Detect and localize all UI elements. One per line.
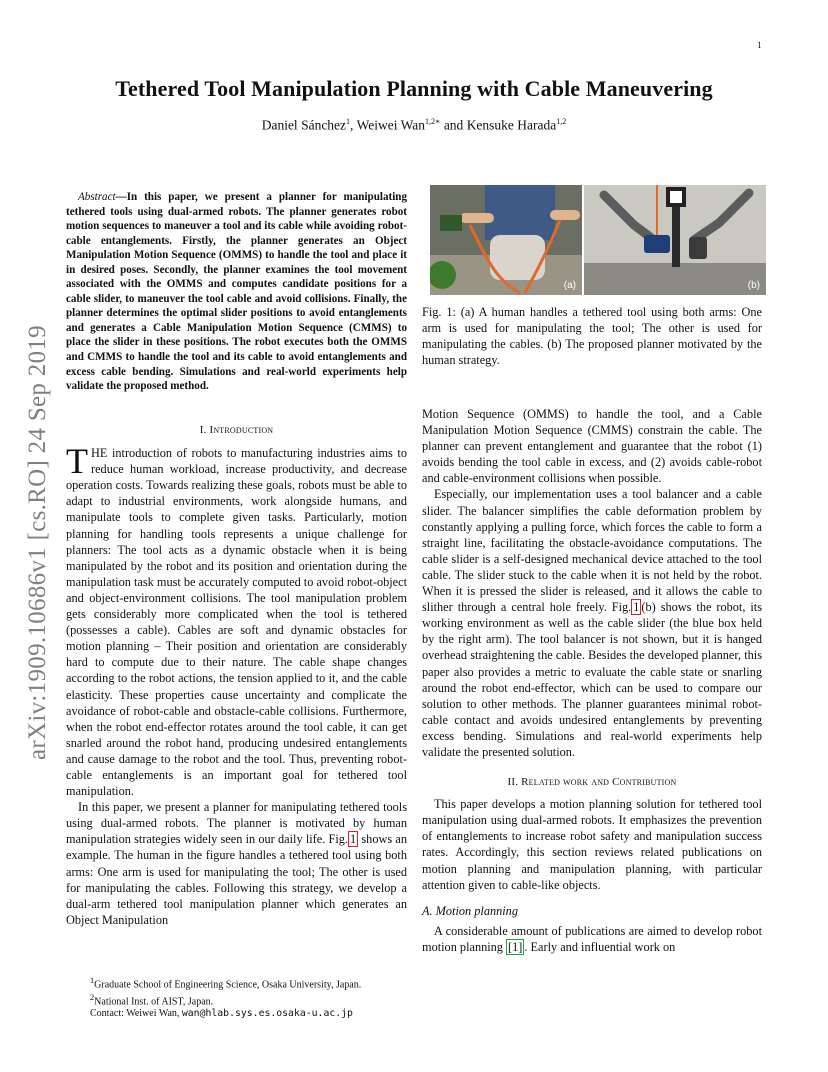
figure-label-a: (a) bbox=[563, 280, 576, 291]
author-list bbox=[0, 117, 828, 134]
arxiv-stamp: arXiv:1909.10686v1 [cs.RO] 24 Sep 2019 bbox=[24, 325, 51, 760]
footnotes bbox=[90, 975, 420, 1021]
figure-caption: Fig. 1: (a) A human handles a tethered tool using both arms: One arm is used for manipulating the tool; The other is used for manipulating the cables. (b) The proposed planner motivated by the human strategy. bbox=[422, 305, 762, 368]
paragraph-text: (b) shows the robot, its working environment as well as the cable slider (the blue box held by the right arm). The tool balancer is not shown, but it is hanged overhead straightening the cable. Besides the developed planner, this paper also provides a metric to evaluate the cable state or snarling around the robot end-effector, which can be used to compare our solution to other methods. The planner guarantees minimal robot-cable contact and avoids undesired entanglements by preventing excess bending. Simulations and real-world experiments help validate the presented solution. bbox=[422, 600, 762, 759]
section-title: Related work and Contribution bbox=[521, 776, 677, 789]
paragraph-text: In this paper, we present a planner for manipulating tethered tools using dual-armed robots. The planner is motivated by human manipulation strategies widely seen in our daily life. Fig. bbox=[66, 800, 407, 847]
footnote-mark: 2 bbox=[90, 992, 95, 1002]
drop-cap: T bbox=[66, 441, 88, 482]
affiliation-mark: 1,2∗ bbox=[425, 117, 441, 126]
section-heading bbox=[422, 774, 762, 790]
citation-link[interactable]: [1] bbox=[508, 939, 523, 954]
figure-reference-link[interactable]: 1 bbox=[350, 832, 357, 847]
footnote-contact bbox=[90, 1008, 420, 1020]
introduction-section bbox=[66, 422, 407, 928]
page-number: 1 bbox=[757, 40, 762, 50]
robot-scene-illustration bbox=[584, 185, 766, 295]
affiliation-mark: 1,2 bbox=[556, 117, 567, 126]
robot-photo bbox=[584, 185, 766, 295]
human-tool-photo bbox=[430, 185, 582, 295]
section-title: Introduction bbox=[209, 424, 274, 436]
subsection-heading: A. Motion planning bbox=[422, 903, 518, 918]
right-paragraph-2 bbox=[422, 486, 762, 760]
paragraph-text: shows an example. The human in the figure handles a tethered tool using both arms: One arm is used for manipulating the tool; The other is used for manipulating the cables. Following this strategy, we develop a dual-arm tethered tool manipulation planner which generates an Object Manipulation bbox=[66, 832, 407, 927]
intro-paragraph-1 bbox=[66, 441, 407, 799]
figure-1 bbox=[430, 185, 766, 295]
section-heading bbox=[66, 422, 407, 438]
paragraph-text: HE introduction of robots to manufacturing industries aims to reduce human workload, increase productivity, and decrease operation costs. Towards realizing these goals, robots must be able to adapt to industrial environments, work alongside humans, and manipulate tools to complete given tasks. Particularly, motion planning for handling tools represents a unique challenge for planners: The tool acts as a dynamic obstacle when it is being manipulated by the robot and its position and orientation during the manipulation task must be accurately computed to avoid robot-object and object-environment collisions. The tool manipulation problem gets considerably more complicated when the tool is tethered (possesses a cable). Cables are soft and dynamic obstacles for motion planning – Their position and orientation are considerably hard to compute due to their nature. The cable shape changes according to the robot actions, the tension applied to it, and the cable elasticity. These properties cause uncertainty and complicate the avoidance of robot-cable and obstacle-cable collisions. Furthermore, when the robot end-effector rotates around the tool cable, it can get snarled around the robot hand, producing undesired entanglements and cause damage to the robot and the tool. Thus, preventing robot-cable entanglements is an important goal for tethered tool manipulation. bbox=[66, 446, 407, 799]
related-work-paragraph: This paper develops a motion planning solution for tethered tool manipulation using dual-armed robots. It emphasizes the prevention of entanglements to increase robot safety and manipulation success rates. Accordingly, this section reviews related publications on motion planning and manipulation planning, with particular attention given to cable-like objects. bbox=[422, 797, 762, 892]
footnote-affiliation-1 bbox=[90, 975, 420, 992]
abstract-label: Abstract bbox=[78, 191, 116, 203]
figure-reference-link[interactable]: 1 bbox=[633, 600, 640, 615]
right-column bbox=[422, 406, 762, 955]
footnote-text: National Inst. of AIST, Japan. bbox=[94, 996, 214, 1008]
intro-paragraph-2 bbox=[66, 799, 407, 928]
affiliation-mark: 1 bbox=[346, 117, 351, 126]
author-separator: , bbox=[350, 117, 357, 133]
author-name: Kensuke Harada bbox=[466, 117, 557, 133]
footnote-mark: 1 bbox=[90, 976, 95, 985]
author-name: Weiwei Wan bbox=[356, 117, 425, 133]
human-scene-illustration bbox=[430, 185, 582, 295]
footnote-text: Graduate School of Engineering Science, Osaka University, Japan. bbox=[94, 979, 362, 991]
motion-planning-paragraph bbox=[422, 923, 762, 955]
author-name: Daniel Sánchez bbox=[261, 117, 347, 133]
author-separator: and bbox=[440, 117, 467, 133]
footnote-affiliation-2 bbox=[90, 992, 420, 1009]
contact-email-link[interactable]: wan@hlab.sys.es.osaka-u.ac.jp bbox=[181, 1008, 353, 1020]
section-number: II. bbox=[507, 776, 522, 789]
paragraph-text: A considerable amount of publications are aimed to develop robot motion planning bbox=[422, 923, 762, 954]
abstract bbox=[66, 190, 407, 394]
paragraph-text: Especially, our implementation uses a tool balancer and a cable slider. The balancer simplifies the cable deformation problem by constantly applying a pulling force, which forces the cable to form a straight line, facilitating the obstacle-avoidance computations. The cable slider is a self-designed mechanical device attached to the tool cable. The slider stuck to the cable when it is not held by the robot. When it is pressed the slider is released, and it allows the cable to slither through a central hole freely. Fig. bbox=[422, 487, 762, 615]
abstract-body: —In this paper, we present a planner for manipulating tethered tools using dual-armed robots. The planner generates robot motion sequences to maneuver a tool and its cable while avoiding robot-cable entanglements. Firstly, the planner generates an Object Manipulation Motion Sequence (OMMS) to handle the tool and place it in desired poses. Secondly, the planner examines the tool movement associated with the OMMS and computes candidate positions for a cable slider, to maneuver the tool cable and avoid collisions. Finally, the planner determines the optimal slider positions to avoid entanglements and generates a Cable Manipulation Motion Sequence (CMMS) to place the slider in these positions. The robot executes both the OMMS and CMMS to handle the tool and its cable to avoid entanglements and excess cable bending. Simulations and real-world experiments help validate the proposed method. bbox=[66, 191, 407, 393]
right-paragraph-1: Motion Sequence (OMMS) to handle the tool, and a Cable Manipulation Motion Sequence (CMMS) constrain the cable. The planner can prevent entanglement and guarantee that the robot (1) avoids bending the tool cable in excess, and (2) avoids cable-robot and cable-environment collisions when possible. bbox=[422, 407, 762, 486]
paper-title: Tethered Tool Manipulation Planning with Cable Maneuvering bbox=[115, 76, 713, 101]
paragraph-text: . Early and influential work on bbox=[524, 939, 676, 954]
footnote-text: Contact: Weiwei Wan, bbox=[90, 1008, 182, 1020]
figure-label-b: (b) bbox=[747, 280, 760, 291]
section-number: I. bbox=[199, 424, 210, 436]
